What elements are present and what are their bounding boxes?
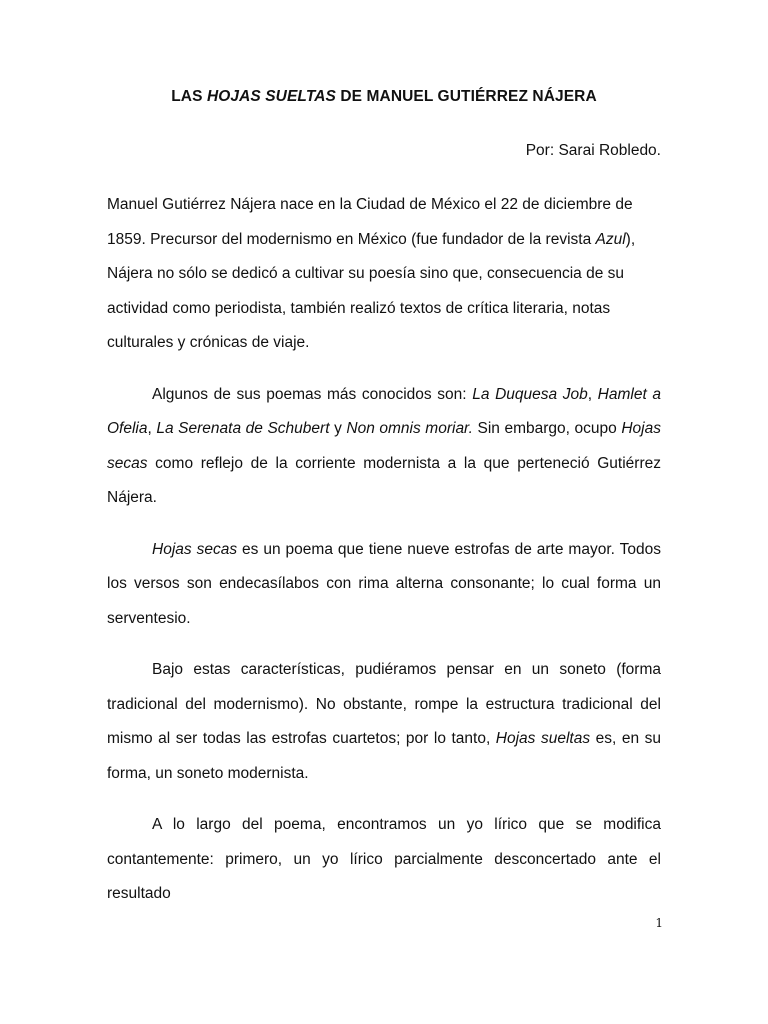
paragraph-text: Algunos de sus poemas más conocidos son: <box>152 385 473 403</box>
paragraph-text: es un poema que tiene nueve estrofas de arte mayor. Todos los versos son endecasílabos con rima alterna consonante; lo cual forma un serventesio. <box>107 540 661 627</box>
paragraph-italic: La Serenata de Schubert <box>156 420 330 437</box>
title-prefix: LAS <box>171 88 207 105</box>
paragraph-2 <box>107 378 661 516</box>
title-suffix: DE MANUEL GUTIÉRREZ NÁJERA <box>335 88 597 105</box>
paragraph-1 <box>107 188 661 361</box>
paragraph-5 <box>107 808 661 912</box>
paragraph-4 <box>107 653 661 791</box>
title-italic: HOJAS SUELTAS <box>206 88 336 105</box>
paragraph-italic: Hojas secas <box>152 540 238 558</box>
paragraph-text: y <box>329 420 347 437</box>
paragraph-italic: La Duquesa Job <box>472 385 588 403</box>
paragraph-italic: Azul <box>595 230 626 248</box>
paragraph-italic: Non omnis moriar. <box>346 420 473 437</box>
paragraph-text: es, en su forma, un soneto modernista. <box>107 730 661 782</box>
paragraph-text: Bajo estas características, pudiéramos pensar en un soneto (forma tradicional del modernismo). No obstante, rompe la estructura tradicional del mismo al ser todas las estrofas cuartetos; por lo tanto, <box>107 661 661 747</box>
paragraph-3 <box>107 533 661 637</box>
author-line: Por: Sarai Robledo. <box>525 142 661 159</box>
paragraph-italic: Hojas sueltas <box>495 730 591 747</box>
page-number: 1 <box>655 916 663 930</box>
paragraph-text: A lo largo del poema, encontramos un yo lírico que se modifica contantemente: primero, un yo lírico parcialmente desconcertado ante el resultado <box>107 816 661 902</box>
paragraph-italic: Hamlet a Ofelia <box>107 385 662 437</box>
paragraph-text: ), Nájera no sólo se dedicó a cultivar su poesía sino que, consecuencia de su actividad como periodista, también realizó textos de crítica literaria, notas culturales y crónicas de viaje. <box>107 230 636 351</box>
paragraph-text: , <box>147 420 157 437</box>
paragraph-text: Sin embargo, ocupo <box>472 420 622 437</box>
paragraph-text: como reflejo de la corriente modernista a la que perteneció Gutiérrez Nájera. <box>107 454 661 506</box>
paragraph-italic: Hojas secas <box>107 420 661 472</box>
paragraph-text: Manuel Gutiérrez Nájera nace en la Ciudad de México el 22 de diciembre de 1859. Precursor del modernismo en México (fue fundador de la revista <box>107 196 633 248</box>
body-text <box>107 188 661 929</box>
paragraph-text: , <box>587 385 598 403</box>
document-title <box>0 88 768 106</box>
